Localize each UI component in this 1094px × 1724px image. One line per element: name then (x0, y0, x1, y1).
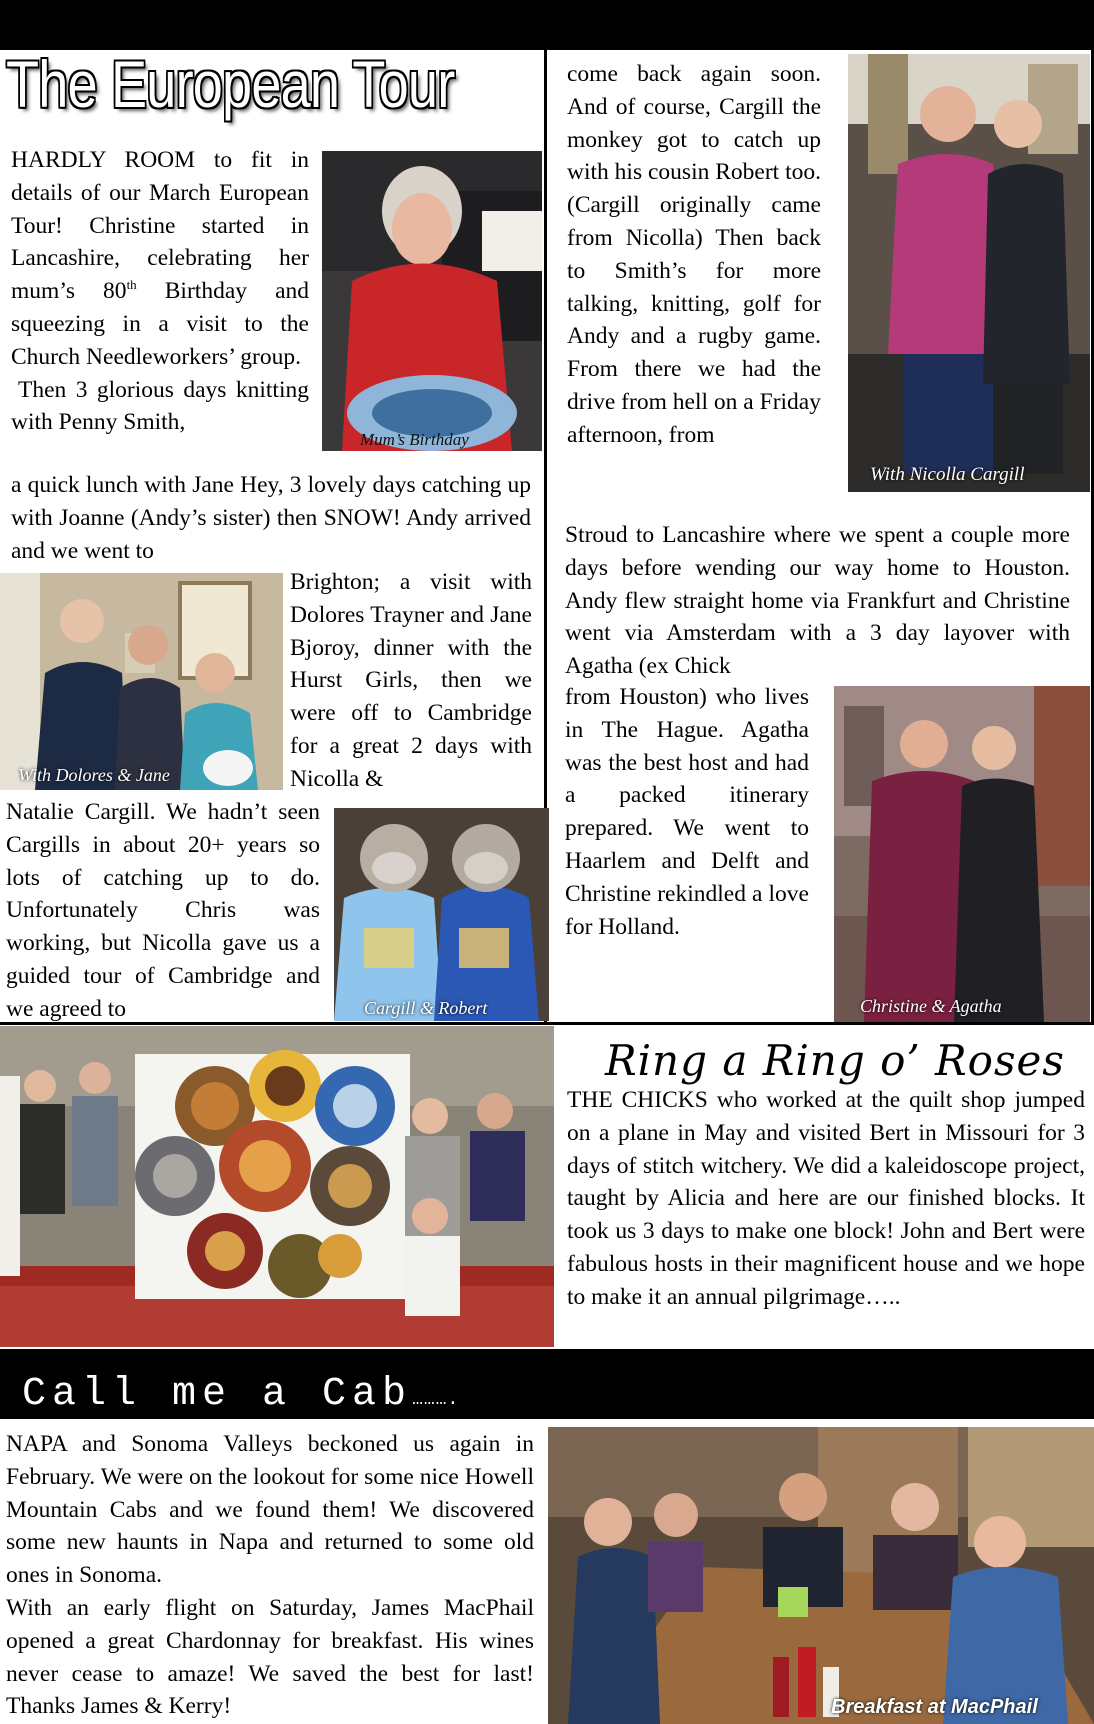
nicolla-cargill-photo (848, 54, 1090, 492)
section-title-text: Call me a Cab (22, 1372, 413, 1417)
page-title: The European Tour (6, 47, 455, 121)
photo-illustration (548, 1427, 1094, 1724)
section-title (22, 1372, 459, 1417)
article-text (6, 1428, 534, 1723)
photo-caption: Cargill & Robert (364, 998, 488, 1018)
article-paragraph: come back again soon. And of course, Cargill the monkey got to catch up with his cousin Robert too. (Cargill originally came from Nicolla) Then back to Smith’s for more talking, knitting, golf for Andy and a rugby game. From there we had the drive from hell on a Friday afternoon, from (567, 61, 821, 448)
photo-caption: Christine & Agatha (860, 996, 1002, 1016)
top-bar (0, 0, 1094, 50)
article-text (11, 144, 309, 439)
section-title-dots: ………. (412, 1390, 460, 1410)
article-paragraph: Then 3 glorious days knitting with Penny Smith, (11, 376, 309, 436)
photo-caption: Breakfast at MacPhail (831, 1696, 1038, 1718)
photo-illustration (334, 808, 549, 1021)
photo-illustration (322, 151, 542, 451)
superscript: th (126, 277, 137, 293)
article-paragraph: Birthday and squeezing in a visit to the Church Needleworkers’ group. (11, 278, 310, 370)
dolores-jane-photo (0, 573, 283, 790)
photo-illustration (0, 573, 283, 790)
mum-birthday-photo (322, 151, 542, 451)
article-paragraph: With an early flight on Saturday, James MacPhail opened a great Chardonnay for breakfast. His wines never cease to amaze! We saved the best for last! Thanks James & Kerry! (6, 1594, 534, 1720)
kaleidoscope-quilt-photo (0, 1026, 554, 1347)
photo-caption: With Nicolla Cargill (870, 464, 1025, 485)
photo-illustration (834, 686, 1090, 1022)
article-paragraph: Natalie Cargill. We hadn’t seen Cargills in about 20+ years so lots of catching up to do. Unfortunately Chris was working, but Nicolla gave us a guided tour of Cambridge and we agreed to (6, 799, 320, 1022)
article-paragraph: a quick lunch with Jane Hey, 3 lovely days catching up with Joanne (Andy’s sister) then SNOW! Andy arrived and we went to (11, 472, 531, 564)
article-paragraph: NAPA and Sonoma Valleys beckoned us again in February. We were on the lookout for some nice Howell Mountain Cabs and we found them! We discovered some new haunts in Napa and returned to some old ones in Sonoma. (6, 1431, 534, 1589)
article-paragraph: HARDLY ROOM to fit in details of our March European Tour! Christine started in Lancashire, celebrating her mum’s 80 (11, 147, 309, 305)
article-paragraph: from Houston) who lives in The Hague. Agatha was the best host and had a packed itinerary prepared. We went to Haarlem and Delft and Christine rekindled a love for Holland. (565, 684, 809, 940)
article-paragraph: Stroud to Lancashire where we spent a couple more days before wending our way home to Houston. Andy flew straight home via Frankfurt and Christine went via Amsterdam with a 3 day layover with Agatha (ex Chick (565, 522, 1070, 680)
article-paragraph: THE CHICKS who worked at the quilt shop jumped on a plane in May and visited Bert in Missouri for 3 days of stitch witchery. We did a kaleidoscope project, taught by Alicia and here are our finished blocks. It took us 3 days to make one block! John and Bert were fabulous hosts in their magnificent house and we hope to make it an annual pilgrimage….. (567, 1087, 1085, 1310)
macphail-breakfast-photo (548, 1427, 1094, 1724)
section-title: Ring a Ring o’ Roses (605, 1036, 1065, 1085)
photo-caption: With Dolores & Jane (18, 765, 170, 785)
photo-illustration (0, 1026, 554, 1347)
photo-caption: Mum’s Birthday (360, 430, 469, 449)
cargill-robert-photo (334, 808, 549, 1021)
christine-agatha-photo (834, 686, 1090, 1022)
article-paragraph: Brighton; a visit with Dolores Trayner and Jane Bjoroy, dinner with the Hurst Girls, then we were off to Cambridge for a great 2 days with Nicolla & (290, 569, 532, 792)
photo-illustration (848, 54, 1090, 492)
